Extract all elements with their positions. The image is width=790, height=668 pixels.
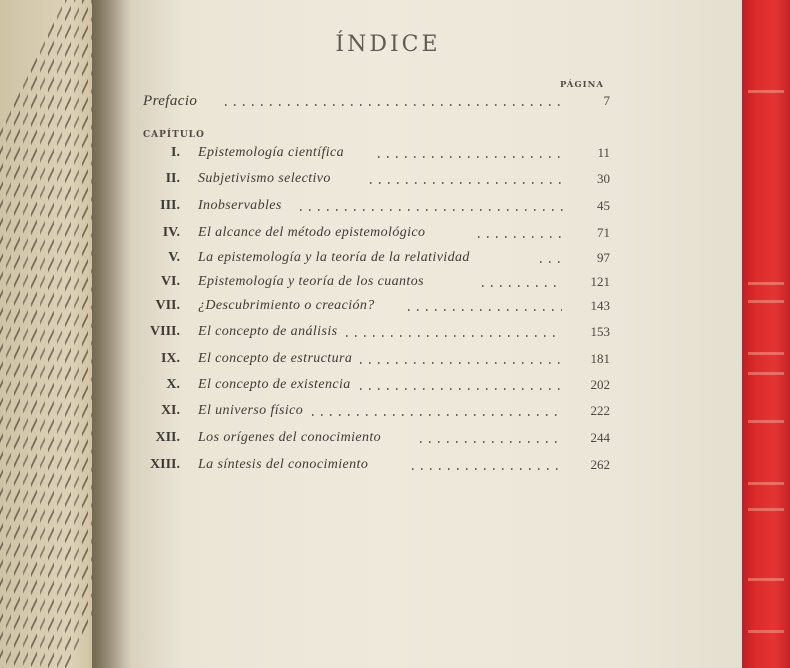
- chapter-number: VII.: [155, 298, 180, 313]
- chapter-number: III.: [160, 198, 180, 213]
- toc-entry-chapter: [0, 351, 790, 373]
- toc-entry-title: El concepto de análisis: [198, 324, 338, 339]
- pagina-column-label: PÁGINA: [560, 80, 604, 90]
- chapter-number: VI.: [160, 274, 180, 289]
- toc-entry-page: 202: [590, 377, 610, 392]
- toc-entry-page: 153: [590, 324, 610, 339]
- toc-entry-title: Prefacio: [143, 93, 198, 109]
- toc-entry-chapter: [0, 457, 790, 479]
- toc-entry-chapter: [0, 250, 790, 272]
- toc-entry-page: 97: [597, 250, 610, 265]
- toc-entry-page: 121: [590, 274, 610, 289]
- toc-entry-title: Epistemología y teoría de los cuantos: [198, 274, 424, 289]
- toc-entry-page: 45: [597, 198, 610, 213]
- leader-dots: [370, 182, 565, 184]
- leader-dots: [540, 261, 562, 263]
- toc-entry-page: 222: [590, 403, 610, 418]
- toc-entry-chapter: [0, 430, 790, 452]
- leader-dots: [300, 209, 565, 211]
- chapter-number: V.: [168, 250, 180, 265]
- chapter-number: VIII.: [150, 324, 180, 339]
- toc-entry-title: La síntesis del conocimiento: [198, 457, 369, 472]
- leader-dots: [360, 388, 562, 390]
- toc-entry-title: La epistemología y la teoría de la relatividad: [198, 250, 470, 265]
- toc-entry-page: 181: [590, 351, 610, 366]
- toc-entry-page: 11: [597, 145, 610, 160]
- toc-entry-title: El concepto de existencia: [198, 377, 351, 392]
- toc-entry-page: 143: [590, 298, 610, 313]
- chapter-number: IV.: [162, 225, 180, 240]
- toc-entry-page: 244: [590, 430, 610, 445]
- leader-dots: [346, 335, 562, 337]
- leader-dots: [408, 309, 562, 311]
- toc-entry-page: 30: [597, 171, 610, 186]
- chapter-number: IX.: [160, 351, 180, 366]
- toc-entry-chapter: [0, 403, 790, 425]
- leader-dots: [225, 104, 565, 106]
- toc-entry-chapter: [0, 198, 790, 220]
- toc-entry-title: El alcance del método epistemológico: [198, 225, 426, 240]
- toc-entry-chapter: [0, 225, 790, 247]
- toc-entry-title: Inobservables: [198, 198, 282, 213]
- toc-entry-prefacio: [0, 93, 790, 115]
- toc-entry-chapter: [0, 171, 790, 193]
- leader-dots: [412, 468, 562, 470]
- chapter-number: I.: [171, 145, 180, 160]
- chapter-number: XIII.: [150, 457, 180, 472]
- toc-entry-title: Subjetivismo selectivo: [198, 171, 331, 186]
- chapter-number: X.: [166, 377, 180, 392]
- leader-dots: [482, 285, 562, 287]
- toc-entry-chapter: [0, 324, 790, 346]
- toc-entry-title: Los orígenes del conocimiento: [198, 430, 382, 445]
- leader-dots: [420, 441, 562, 443]
- toc-entry-page: 7: [603, 93, 610, 108]
- chapter-number: XI.: [160, 403, 180, 418]
- toc-entry-page: 71: [597, 225, 610, 240]
- toc-entry-chapter: [0, 145, 790, 167]
- page-title: ÍNDICE: [335, 32, 441, 57]
- leader-dots: [312, 414, 562, 416]
- toc-entry-title: El concepto de estructura: [198, 351, 353, 366]
- capitulo-label: CAPÍTULO: [143, 130, 205, 140]
- toc-entry-page: 262: [590, 457, 610, 472]
- toc-entry-title: Epistemología científica: [198, 145, 345, 160]
- leader-dots: [360, 362, 562, 364]
- leader-dots: [478, 236, 565, 238]
- leader-dots: [378, 156, 565, 158]
- toc-entry-chapter: [0, 377, 790, 399]
- toc-entry-chapter: [0, 274, 790, 296]
- toc-entry-title: ¿Descubrimiento o creación?: [198, 298, 375, 313]
- toc-entry-title: El universo físico: [198, 403, 304, 418]
- chapter-number: XII.: [155, 430, 180, 445]
- toc-entry-chapter: [0, 298, 790, 320]
- chapter-number: II.: [165, 171, 180, 186]
